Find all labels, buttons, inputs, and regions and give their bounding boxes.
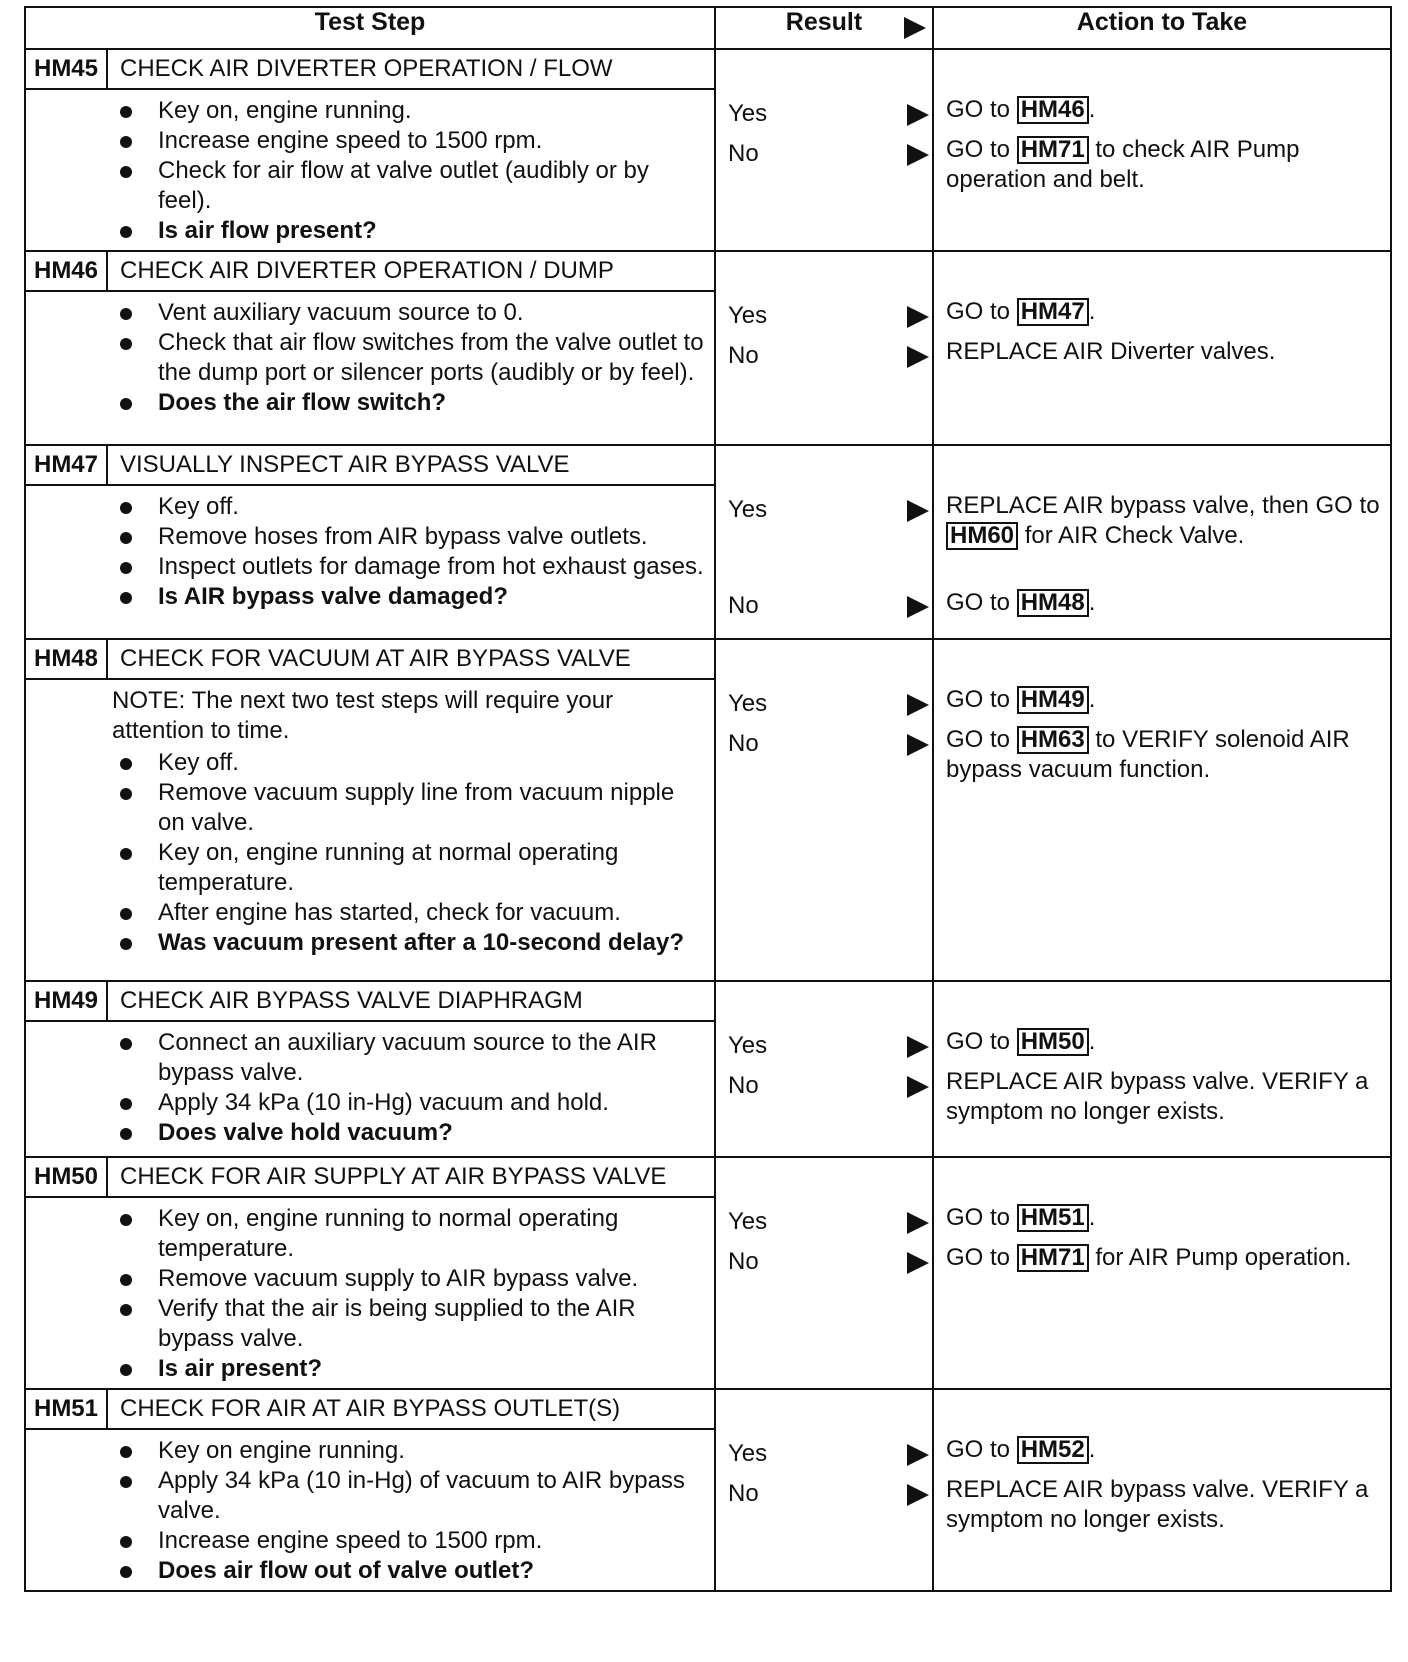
result-no-label: No [728,1480,759,1507]
step-reference-box: HM71 [1017,136,1089,164]
action-text: GO to [946,686,1017,713]
step-header [26,982,714,1022]
arrow-right-icon [907,144,929,166]
step-bullet-item: Vent auxiliary vacuum source to 0. [118,298,704,328]
action-yes [946,1027,1380,1057]
step-bullet-item: Apply 34 kPa (10 in-Hg) vacuum and hold. [118,1088,704,1118]
step-id: HM51 [26,1390,108,1428]
result-cell [715,639,933,981]
step-reference-box: HM60 [946,522,1018,550]
action-cell [933,1157,1391,1389]
step-body [26,486,714,616]
result-no-label: No [728,592,759,619]
step-question: Is air flow present? [118,216,704,246]
step-bullet-item: Inspect outlets for damage from hot exhaust gases. [118,552,704,582]
test-step-cell [25,445,715,639]
arrow-right-icon [907,1252,929,1274]
header-test-step: Test Step [25,7,715,49]
step-body [26,680,714,962]
step-reference-box: HM48 [1017,589,1089,617]
result-no-label: No [728,1248,759,1275]
action-text: GO to [946,726,1017,753]
header-action: Action to Take [933,7,1391,49]
action-no [946,1243,1380,1273]
action-text: GO to [946,1244,1017,1271]
step-bullet-item: Key on, engine running at normal operating temperature. [118,838,704,898]
step-bullet-item: Key off. [118,748,704,778]
result-cell [715,445,933,639]
test-step-cell [25,49,715,251]
action-yes [946,297,1380,327]
result-no-label: No [728,730,759,757]
action-text: . [1088,1204,1096,1231]
arrow-right-icon [907,1076,929,1098]
result-no [728,1248,933,1278]
step-title: CHECK FOR AIR SUPPLY AT AIR BYPASS VALVE [120,1163,667,1190]
arrow-right-icon [907,500,929,522]
step-reference-box: HM49 [1017,686,1089,714]
step-bullet-list [118,298,704,418]
step-body [26,1430,714,1590]
step-title: VISUALLY INSPECT AIR BYPASS VALVE [120,451,570,478]
action-no [946,1067,1380,1127]
action-no [946,725,1380,785]
step-bullet-item: Increase engine speed to 1500 rpm. [118,1526,704,1556]
step-bullet-item: After engine has started, check for vacuum. [118,898,704,928]
arrow-right-icon [907,346,929,368]
result-no [728,730,933,760]
arrow-right-icon [907,1212,929,1234]
result-no [728,592,933,622]
arrow-right-icon [907,596,929,618]
step-bullet-list [118,492,704,612]
step-question: Does air flow out of valve outlet? [118,1556,704,1586]
result-yes-label: Yes [728,1208,768,1235]
step-question: Does the air flow switch? [118,388,704,418]
action-yes [946,1435,1380,1465]
result-yes-label: Yes [728,1440,768,1467]
action-yes [946,1203,1380,1233]
result-yes-label: Yes [728,690,768,717]
step-bullet-item: Key on, engine running to normal operating temperature. [118,1204,704,1264]
action-text: . [1088,96,1096,123]
step-bullet-item: Increase engine speed to 1500 rpm. [118,126,704,156]
action-text: GO to [946,298,1017,325]
action-text: REPLACE AIR bypass valve. VERIFY a symptom no longer exists. [946,1068,1369,1125]
action-text: GO to [946,1436,1017,1463]
result-yes [728,100,933,130]
test-step-cell [25,1157,715,1389]
action-text: for AIR Pump operation. [1088,1244,1352,1271]
action-cell [933,251,1391,445]
header-result [715,7,933,49]
step-header [26,50,714,90]
result-yes-label: Yes [728,496,768,523]
step-header [26,252,714,292]
result-no [728,342,933,372]
action-cell [933,639,1391,981]
step-body [26,90,714,250]
step-question: Does valve hold vacuum? [118,1118,704,1148]
step-question: Is AIR bypass valve damaged? [118,582,704,612]
action-cell [933,1389,1391,1591]
action-text: REPLACE AIR bypass valve, then GO to [946,492,1380,519]
action-yes [946,491,1380,551]
test-step-cell [25,251,715,445]
test-step-cell [25,639,715,981]
step-id: HM50 [26,1158,108,1196]
result-yes [728,302,933,332]
action-text: GO to [946,96,1017,123]
arrow-right-icon [907,1036,929,1058]
arrow-right-icon [907,1444,929,1466]
action-text: for AIR Check Valve. [1018,522,1245,549]
result-cell [715,981,933,1157]
step-id: HM46 [26,252,108,290]
action-cell [933,981,1391,1157]
step-reference-box: HM51 [1017,1204,1089,1232]
test-step-cell [25,1389,715,1591]
step-bullet-list [118,1204,704,1384]
result-no [728,140,933,170]
result-no-label: No [728,1072,759,1099]
result-yes [728,1208,933,1238]
table-header-row [25,7,1391,49]
step-title: CHECK AIR DIVERTER OPERATION / FLOW [120,55,613,82]
action-text: . [1088,1436,1096,1463]
table-row [25,1157,1391,1389]
arrow-right-icon [904,17,926,39]
action-no [946,135,1380,195]
action-text: to VERIFY solenoid AIR bypass vacuum function. [946,726,1350,783]
result-cell [715,1157,933,1389]
arrow-right-icon [907,1484,929,1506]
step-reference-box: HM52 [1017,1436,1089,1464]
step-bullet-item: Check that air flow switches from the valve outlet to the dump port or silencer ports (audibly or by feel). [118,328,704,388]
arrow-right-icon [907,104,929,126]
action-text: to check AIR Pump operation and belt. [946,136,1300,193]
action-yes [946,685,1380,715]
action-text: GO to [946,136,1017,163]
table-row [25,251,1391,445]
step-header [26,640,714,680]
step-reference-box: HM63 [1017,726,1089,754]
step-reference-box: HM46 [1017,96,1089,124]
result-cell [715,49,933,251]
action-text: REPLACE AIR Diverter valves. [946,338,1276,365]
action-text: GO to [946,1028,1017,1055]
result-no [728,1480,933,1510]
action-text: REPLACE AIR bypass valve. VERIFY a symptom no longer exists. [946,1476,1369,1533]
action-cell [933,445,1391,639]
result-yes-label: Yes [728,100,768,127]
step-id: HM45 [26,50,108,88]
step-bullet-list [118,1028,704,1148]
action-text: . [1088,1028,1096,1055]
result-yes [728,496,933,526]
action-cell [933,49,1391,251]
step-bullet-item: Verify that the air is being supplied to the AIR bypass valve. [118,1294,704,1354]
result-cell [715,1389,933,1591]
arrow-right-icon [907,734,929,756]
step-reference-box: HM50 [1017,1028,1089,1056]
table-row [25,639,1391,981]
table-row [25,445,1391,639]
result-no [728,1072,933,1102]
header-result-label: Result [785,8,863,36]
result-yes [728,1032,933,1062]
step-header [26,1390,714,1430]
step-title: CHECK AIR BYPASS VALVE DIAPHRAGM [120,987,583,1014]
step-body [26,292,714,422]
test-step-cell [25,981,715,1157]
diagnostic-procedure-table [24,6,1392,1592]
action-text: . [1088,589,1096,616]
step-bullet-item: Apply 34 kPa (10 in-Hg) of vacuum to AIR bypass valve. [118,1466,704,1526]
arrow-right-icon [907,306,929,328]
step-body [26,1198,714,1388]
step-bullet-item: Remove hoses from AIR bypass valve outlets. [118,522,704,552]
step-title: CHECK FOR VACUUM AT AIR BYPASS VALVE [120,645,631,672]
step-bullet-item: Key on, engine running. [118,96,704,126]
action-no [946,588,1380,618]
step-reference-box: HM71 [1017,1244,1089,1272]
step-note: NOTE: The next two test steps will require your attention to time. [112,687,614,744]
step-question: Is air present? [118,1354,704,1384]
step-title: CHECK FOR AIR AT AIR BYPASS OUTLET(S) [120,1395,621,1422]
step-id: HM49 [26,982,108,1020]
step-bullet-list [118,748,704,958]
result-no-label: No [728,342,759,369]
result-yes [728,1440,933,1470]
action-text: . [1088,298,1096,325]
result-yes [728,690,933,720]
table-row [25,49,1391,251]
action-no [946,337,1380,367]
result-cell [715,251,933,445]
table-row [25,1389,1391,1591]
action-text: . [1088,686,1096,713]
step-id: HM48 [26,640,108,678]
result-yes-label: Yes [728,302,768,329]
step-bullet-list [118,1436,704,1586]
step-bullet-item: Check for air flow at valve outlet (audibly or by feel). [118,156,704,216]
step-bullet-item: Remove vacuum supply to AIR bypass valve. [118,1264,704,1294]
step-question: Was vacuum present after a 10-second delay? [118,928,704,958]
step-body [26,1022,714,1152]
step-reference-box: HM47 [1017,298,1089,326]
step-id: HM47 [26,446,108,484]
step-bullet-item: Remove vacuum supply line from vacuum nipple on valve. [118,778,704,838]
action-yes [946,95,1380,125]
step-bullet-item: Connect an auxiliary vacuum source to the AIR bypass valve. [118,1028,704,1088]
step-bullet-item: Key off. [118,492,704,522]
action-text: GO to [946,589,1017,616]
result-no-label: No [728,140,759,167]
table-row [25,981,1391,1157]
step-bullet-item: Key on engine running. [118,1436,704,1466]
step-bullet-list [118,96,704,246]
action-no [946,1475,1380,1535]
step-title: CHECK AIR DIVERTER OPERATION / DUMP [120,257,614,284]
action-text: GO to [946,1204,1017,1231]
step-header [26,446,714,486]
result-yes-label: Yes [728,1032,768,1059]
step-header [26,1158,714,1198]
arrow-right-icon [907,694,929,716]
